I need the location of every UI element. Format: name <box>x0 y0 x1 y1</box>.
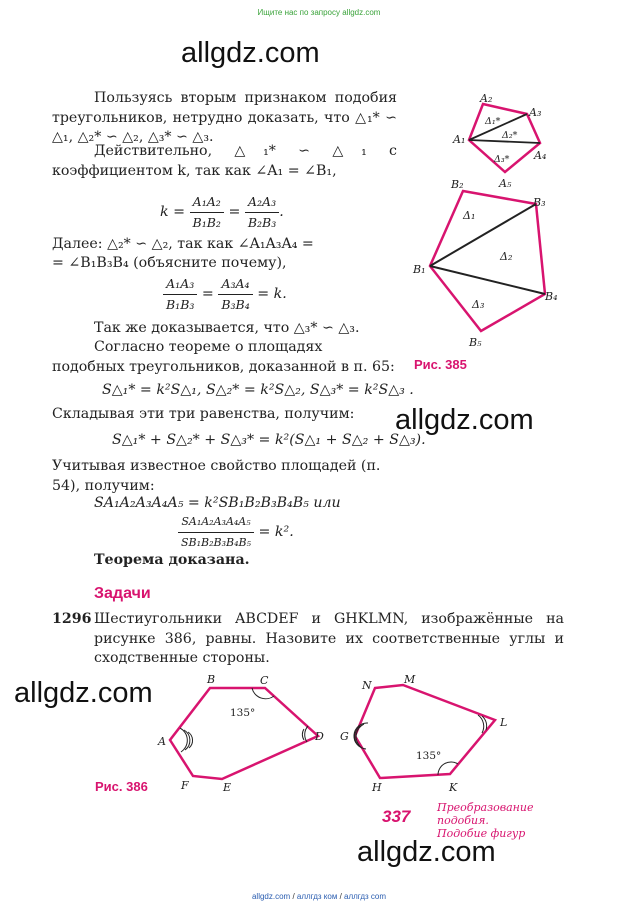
label-A4: A₄ <box>534 149 547 162</box>
label-A1: A₁ <box>453 133 466 146</box>
paragraph-1: Пользуясь вторым признаком подобия треугольников, нетрудно доказать, что △₁* ∽ △₁, △₂* ∽ △₂, △₃* ∽ △₃. <box>52 90 397 145</box>
watermark: allgdz.com <box>14 677 153 709</box>
label-L: L <box>500 716 508 729</box>
label-t1-big: Δ₁ <box>463 209 476 222</box>
footer-link-1[interactable]: allgdz.com <box>251 892 291 901</box>
figure-385-caption: Рис. 385 <box>414 357 467 372</box>
label-t3-small: Δ₃* <box>494 154 510 165</box>
label-F: F <box>181 779 189 792</box>
angle-arc-L <box>478 715 484 733</box>
watermark: allgdz.com <box>181 37 320 69</box>
footer-links <box>0 892 638 901</box>
angle-arc-D <box>302 729 304 740</box>
label-t1-small: Δ₁* <box>485 116 501 127</box>
angle-arc-L <box>482 716 487 730</box>
label-t3-big: Δ₃ <box>472 298 485 311</box>
sidenote-line: Преобразование <box>437 801 534 814</box>
page-number: 337 <box>382 807 411 826</box>
label-D: D <box>315 730 324 743</box>
figure-386-caption: Рис. 386 <box>95 779 148 794</box>
label-H: H <box>372 781 382 794</box>
label-t2-small: Δ₂* <box>502 130 518 141</box>
sidenote-line: Подобие фигур <box>437 827 526 840</box>
angle-label-C: 135° <box>230 707 256 719</box>
label-C: C <box>260 674 269 687</box>
watermark: allgdz.com <box>395 404 534 436</box>
label-B: B <box>207 673 216 686</box>
label-N: N <box>362 679 372 692</box>
formula-areas: S△₁* = k²S△₁, S△₂* = k²S△₂, S△₃* = k²S△₃ . <box>102 382 414 398</box>
footer-sep: / <box>337 892 345 901</box>
footer-sep: / <box>290 892 297 901</box>
label-A: A <box>158 735 166 748</box>
formula-ratio: $\frac{\text{A₁A₃}}{\text{B₁B₃}}$ = $\frac{\text{A₃A₄}}{\text{B₃B₄}}$ = k. <box>163 274 287 314</box>
formula-poly-ratio: $\frac{\text{SA₁A₂A₃A₄A₅}}{\text{SB₁B₂B₃B₄B₅}}$ = k². <box>178 512 294 552</box>
sidenote-line: подобия. <box>437 814 489 827</box>
label-G: G <box>340 730 349 743</box>
label-B2: B₂ <box>451 178 464 191</box>
paragraph-5: Согласно теореме о площадях подобных треугольников, доказанной в п. 65: <box>52 339 395 375</box>
top-search-hint: Ищите нас по запросу allgdz.com <box>257 8 381 17</box>
hexagon-abcdef <box>170 688 318 779</box>
label-E: E <box>223 781 232 794</box>
big-pentagon <box>430 191 545 331</box>
task-number: 1296 <box>52 611 92 627</box>
label-M: M <box>404 673 416 686</box>
section-sidenote <box>437 801 534 840</box>
tasks-heading: Задачи <box>94 585 151 602</box>
paragraph-4: Так же доказывается, что △₃* ∽ △₃. <box>94 320 360 336</box>
paragraph-7: Учитывая известное свойство площадей (п. 54), получим: <box>52 458 381 494</box>
label-A2: A₂ <box>480 92 493 105</box>
watermark: allgdz.com <box>357 836 496 868</box>
label-t2-big: Δ₂ <box>500 250 513 263</box>
label-A3: A₃ <box>529 106 542 119</box>
paragraph-6: Складывая эти три равенства, получим: <box>52 406 355 422</box>
paragraph-3a: Далее: △₂* ∽ △₂, так как ∠A₁A₃A₄ = <box>52 236 314 252</box>
footer-link-2[interactable]: аллгдз ком <box>296 892 338 901</box>
figure-385 <box>405 88 580 353</box>
theorem-proved: Теорема доказана. <box>94 552 250 568</box>
big-diagonal-1 <box>430 204 536 266</box>
figure-386 <box>150 668 530 798</box>
label-A5: A₅ <box>499 177 512 190</box>
label-B1: B₁ <box>413 263 426 276</box>
angle-label-K: 135° <box>416 750 442 762</box>
task-text: Шестиугольники ABCDEF и GHKLMN, изображённые на рисунке 386, равны. Назовите их соответственные углы и сходственные стороны. <box>94 611 564 666</box>
label-B4: B₄ <box>545 290 558 303</box>
formula-sum: S△₁* + S△₂* + S△₃* = k²(S△₁ + S△₂ + S△₃). <box>112 432 426 448</box>
formula-poly-area: SA₁A₂A₃A₄A₅ = k²SB₁B₂B₃B₄B₅ или <box>94 495 341 511</box>
hexagon-ghklmn <box>355 685 495 778</box>
paragraph-3b: = ∠B₁B₃B₄ (объясните почему), <box>52 255 287 271</box>
label-K: K <box>449 781 458 794</box>
label-B3: B₃ <box>533 196 546 209</box>
label-B5: B₅ <box>469 336 482 349</box>
footer-link-3[interactable]: аллгдз com <box>344 892 387 901</box>
paragraph-2: Действительно, △₁* ∽ △₁ с коэффициентом k, так как ∠A₁ = ∠B₁, <box>52 143 397 179</box>
formula-k: k = $\frac{\text{A₁A₂}}{\text{B₁B₂}}$ = $\frac{\text{A₂A₃}}{\text{B₂B₃}}$ . <box>160 194 284 230</box>
